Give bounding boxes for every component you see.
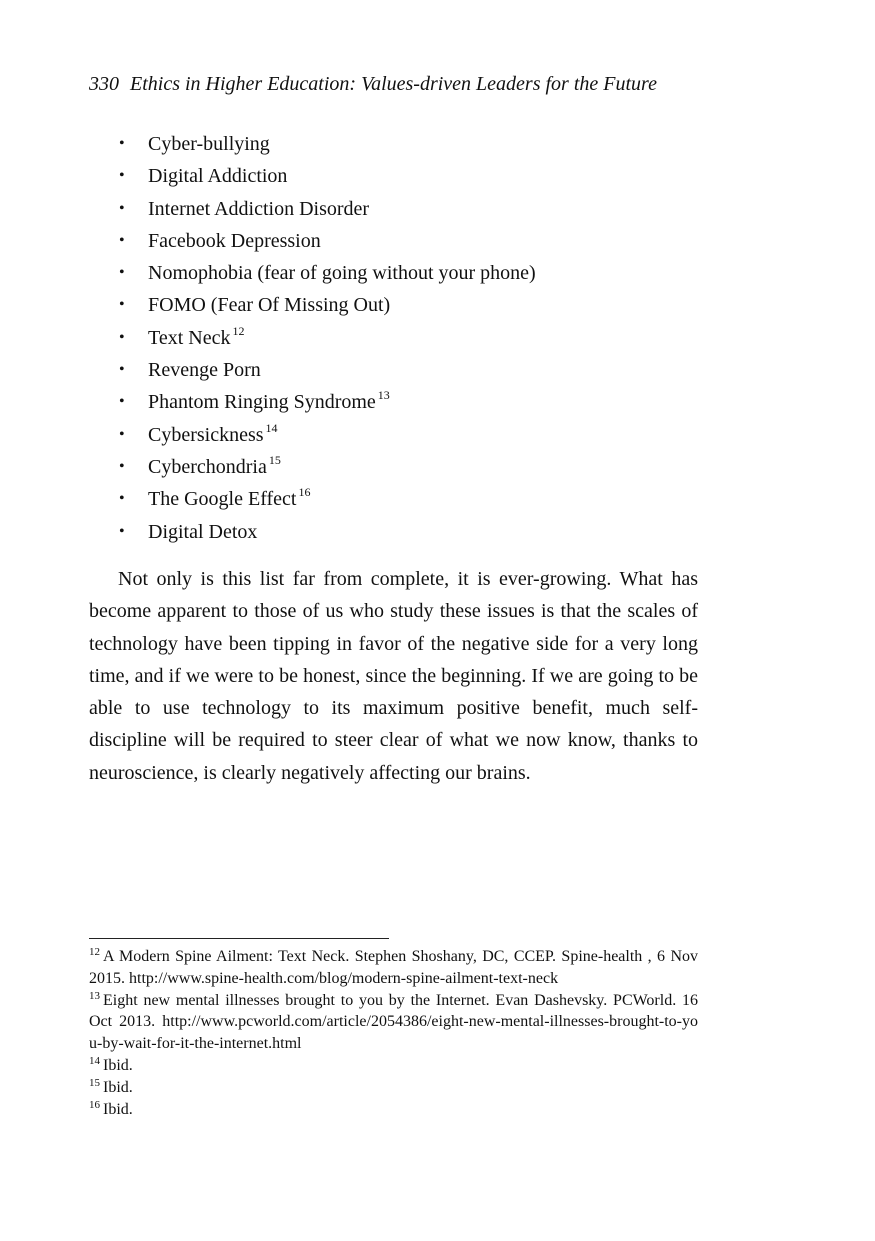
list-item [89,162,536,194]
list-item [89,421,536,453]
footnote-reference[interactable]: 16 [298,485,311,500]
footnote-number: 15 [89,1076,100,1089]
list-item-text: Cybersickness [148,423,264,446]
footnote-text: Eight new mental illnesses brought to you by the Internet. Evan Dashevsky. PCWorld. 16 Oct 2013. [89,991,698,1031]
bullet-icon: • [119,522,125,540]
footnote-reference[interactable]: 15 [268,452,281,467]
list-item [89,259,536,291]
bullet-icon: • [119,490,125,508]
list-item-text: FOMO (Fear Of Missing Out) [148,294,391,317]
list-item [89,130,536,162]
footnote-number: 12 [89,946,100,958]
list-item [89,195,536,227]
bullet-icon: • [119,457,125,475]
footnote-text: A Modern Spine Ailment: Text Neck. Stephen Shoshany, DC, CCEP. Spine-health , 6 Nov 2015. [89,948,698,987]
list-item-text: Internet Addiction Disorder [148,197,370,220]
bullet-icon: • [119,393,125,411]
list-item [89,518,536,550]
footnote-text: Ibid. [103,1056,133,1074]
bullet-icon: • [119,135,125,152]
page-number: 330 [89,73,119,95]
bullet-icon: • [119,361,125,379]
bullet-icon: • [119,231,125,249]
footnote-number: 14 [89,1054,100,1067]
list-item-text: Revenge Porn [148,359,261,382]
list-item [89,291,536,323]
bullet-icon: • [119,425,125,443]
list-item [89,356,536,388]
footnote-text: Ibid. [103,1078,133,1096]
list-item-text: The Google Effect [148,488,297,511]
footnotes [89,946,698,1120]
bullet-icon: • [119,264,125,282]
footnote-text: Ibid. [103,1100,133,1118]
running-header [89,73,657,96]
list-item [89,324,536,356]
footnote [89,1099,698,1121]
list-item-text: Phantom Ringing Syndrome [148,391,376,414]
footnote-reference[interactable]: 14 [265,420,278,435]
bullet-icon: • [119,199,125,217]
footnote-number: 16 [89,1098,100,1111]
footnote-url[interactable]: http://www.spine-health.com/blog/modern-spine-ailment-text-neck [129,969,559,987]
footnote-reference[interactable]: 12 [232,323,245,338]
list-item-text: Cyberchondria [148,455,267,478]
list-item-text: Digital Detox [148,520,258,543]
footnote-number: 13 [89,989,100,1002]
list-item [89,388,536,420]
bullet-icon: • [119,328,125,346]
list-item [89,227,536,259]
footnote [89,990,698,1055]
footnote [89,1077,698,1099]
footnote-divider [89,938,389,939]
body-paragraph: Not only is this list far from complete, it is ever-growing. What has become apparent to those of us who study these issues is that the scales of technology have been tipping in favor of the negative side for a very long time, and if we were to be honest, since the beginning. If we are going to be able to use technology to its maximum positive benefit, much self-discipline will be required to steer clear of what we now know, thanks to neuroscience, is clearly negatively affecting our brains. [89,568,698,784]
footnote-reference[interactable]: 13 [377,388,390,403]
list-item-text: Nomophobia (fear of going without your phone) [148,262,536,285]
list-item [89,485,536,517]
list-item-text: Digital Addiction [148,165,288,188]
book-title: Ethics in Higher Education: Values-driven Leaders for the Future [130,73,657,95]
bullet-list [89,130,536,550]
list-item-text: Text Neck [148,326,231,349]
list-item-text: Cyber-bullying [148,133,270,155]
footnote [89,1055,698,1077]
footnote [89,946,698,990]
footnote-url[interactable]: http://www.pcworld.com/article/2054386/eight-new-mental-illnesses-brought-to-you-by-wait-for-it-the-internet.html [89,1013,698,1053]
bullet-icon: • [119,296,125,314]
bullet-icon: • [119,167,125,185]
list-item [89,453,536,485]
list-item-text: Facebook Depression [148,229,321,252]
